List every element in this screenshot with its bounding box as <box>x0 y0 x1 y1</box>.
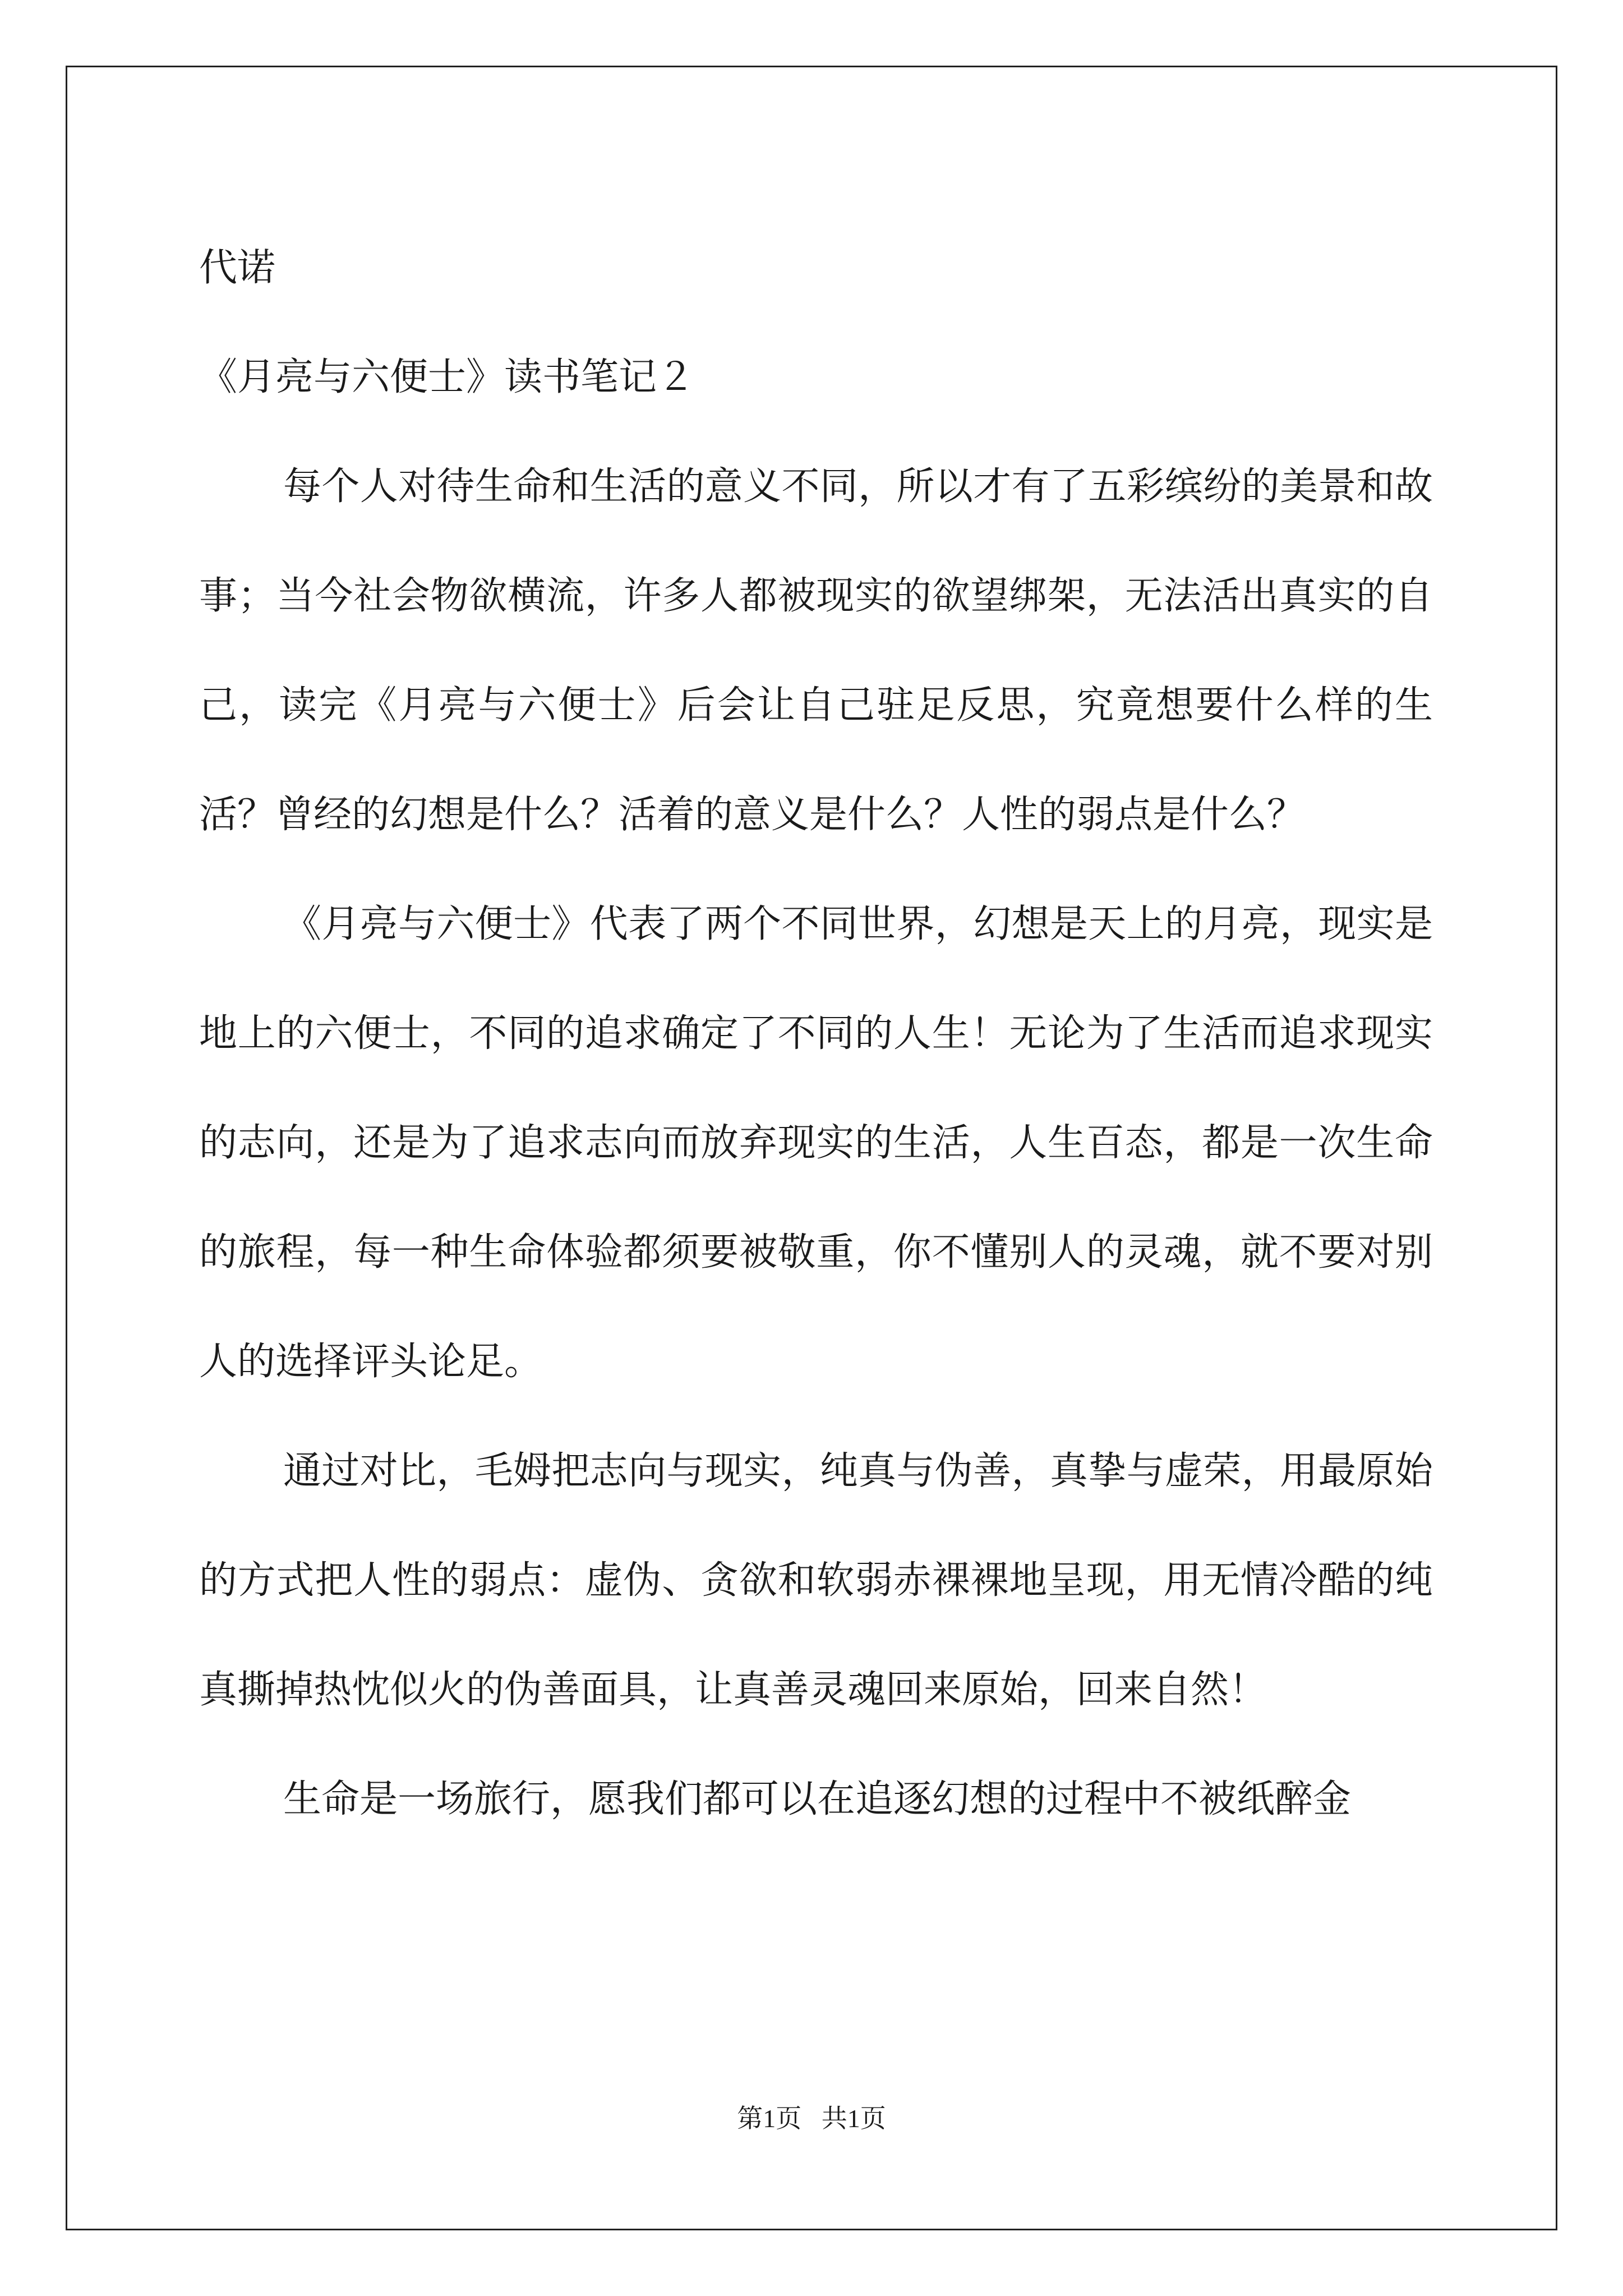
document-body <box>199 213 1433 1854</box>
paragraph: 通过对比，毛姆把志向与现实，纯真与伪善，真挚与虚荣，用最原始的方式把人性的弱点：虚伪、贪欲和软弱赤裸裸地呈现，用无情冷酷的纯真撕掉热忱似火的伪善面具，让真善灵魂回来原始，回来自然！ <box>199 1449 1433 1712</box>
page-number: 第1页 <box>737 2104 802 2133</box>
paragraph: 每个人对待生命和生活的意义不同，所以才有了五彩缤纷的美景和故事；当今社会物欲横流，许多人都被现实的欲望绑架，无法活出真实的自己，读完《月亮与六便士》后会让自己驻足反思，究竟想要什么样的生活？曾经的幻想是什么？活着的意义是什么？人性的弱点是什么？ <box>199 464 1433 837</box>
page-footer <box>0 2098 1623 2135</box>
page-total: 共1页 <box>821 2104 886 2133</box>
paragraph: 生命是一场旅行，愿我们都可以在追逐幻想的过程中不被纸醉金 <box>283 1777 1352 1821</box>
paragraph: 《月亮与六便士》代表了两个不同世界，幻想是天上的月亮，现实是地上的六便士，不同的追求确定了不同的人生！无论为了生活而追求现实的志向，还是为了追求志向而放弃现实的生活，人生百态，都是一次生命的旅程，每一种生命体验都须要被敬重，你不懂别人的灵魂，就不要对别人的选择评头论足。 <box>199 902 1433 1384</box>
section-title: 《月亮与六便士》读书笔记２ <box>199 355 695 399</box>
text-line: 代诺 <box>199 246 276 290</box>
